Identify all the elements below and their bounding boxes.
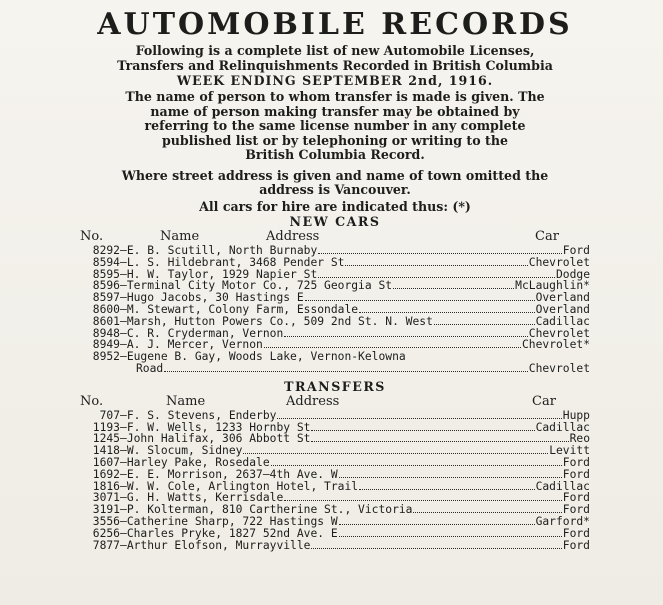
license-number: 1193 — [92, 420, 120, 434]
leader-dots — [284, 492, 562, 501]
dash-separator: — — [120, 467, 127, 481]
dash-separator: — — [120, 503, 127, 517]
dash-separator: — — [120, 350, 127, 364]
dash-separator: — — [120, 279, 127, 293]
leader-dots — [277, 410, 561, 419]
leader-dots — [434, 316, 535, 325]
leader-dots — [413, 504, 561, 513]
car-make: Cadillac — [535, 420, 590, 434]
list-item — [80, 528, 590, 540]
leader-dots — [345, 257, 527, 266]
car-make: Levitt — [549, 444, 590, 458]
dash-separator: — — [120, 420, 127, 434]
leader-dots — [393, 280, 514, 289]
note-line: name of person making transfer may be obtained by — [150, 103, 520, 119]
owner-address: Eugene B. Gay, Woods Lake, Vernon-Kelowna — [126, 350, 406, 364]
license-number: 1816 — [92, 479, 120, 493]
owner-address: G. H. Watts, Kerrisdale — [126, 491, 284, 505]
dash-separator: — — [120, 326, 127, 340]
car-make: Cadillac — [535, 314, 590, 328]
note-line: The name of person to whom transfer is made is given. The — [125, 89, 545, 104]
list-item — [80, 540, 590, 552]
col-address: Address — [266, 229, 320, 244]
col-no: No. — [80, 393, 104, 409]
car-make: Overland — [535, 302, 590, 316]
dash-separator: — — [120, 302, 127, 316]
dash-separator: — — [120, 291, 127, 305]
dash-separator: — — [120, 408, 127, 422]
car-make: Chevrolet* — [521, 338, 590, 352]
leader-dots — [311, 433, 568, 442]
car-make: Dodge — [555, 267, 590, 281]
license-number: 707 — [99, 408, 120, 422]
owner-address: F. S. Stevens, Enderby — [126, 408, 277, 422]
leader-dots — [318, 269, 555, 278]
leader-dots — [271, 457, 562, 466]
owner-address: F. W. Wells, 1233 Hornby St — [126, 420, 311, 434]
leader-dots — [164, 363, 528, 372]
article-title: AUTOMOBILE RECORDS — [97, 7, 573, 42]
leader-dots — [339, 469, 562, 478]
new-cars-heading: NEW CARS — [289, 214, 381, 229]
dash-separator: — — [120, 538, 127, 552]
leader-dots — [264, 339, 521, 348]
car-make: Cadillac — [535, 479, 590, 493]
car-make: Ford — [562, 503, 590, 517]
col-car: Car — [535, 229, 559, 244]
col-car: Car — [532, 393, 556, 409]
car-make: Ford — [562, 244, 590, 257]
owner-address: M. Stewart, Colony Farm, Essondale — [126, 302, 359, 316]
owner-address: Marsh, Hutton Powers Co., 509 2nd St. N. West — [126, 314, 433, 328]
owner-address: P. Kolterman, 810 Cartherine St., Victoria — [126, 503, 413, 517]
col-no: No. — [80, 229, 104, 244]
dash-separator: — — [120, 514, 127, 528]
col-name: Name — [160, 229, 200, 244]
leader-dots — [359, 304, 535, 313]
list-item — [80, 516, 590, 528]
license-number: 8600 — [92, 302, 120, 316]
leader-dots — [305, 292, 535, 301]
owner-address: L. S. Hildebrant, 3468 Pender St — [126, 255, 345, 269]
note-line: referring to the same license number in any complete — [144, 118, 526, 133]
car-make: Chevrolet — [528, 361, 590, 375]
list-item — [80, 457, 590, 469]
dash-separator: — — [120, 244, 127, 257]
list-item — [80, 410, 590, 422]
car-make: Ford — [562, 455, 590, 469]
dash-separator: — — [120, 255, 127, 269]
license-number: 8597 — [92, 291, 120, 305]
leader-dots — [359, 481, 535, 490]
intro-text — [80, 44, 590, 73]
col-address: Address — [286, 393, 340, 409]
license-number: 8601 — [92, 314, 120, 328]
owner-address: A. J. Mercer, Vernon — [126, 338, 263, 352]
car-make: Ford — [562, 467, 590, 481]
license-number: 3191 — [92, 503, 120, 517]
owner-address: W. W. Cole, Arlington Hotel, Trail — [126, 479, 359, 493]
owner-address: H. W. Taylor, 1929 Napier St — [126, 267, 318, 281]
dash-separator: — — [120, 314, 127, 328]
owner-address: John Halifax, 306 Abbott St — [126, 432, 311, 446]
license-number: 8595 — [92, 267, 120, 281]
week-ending: WEEK ENDING SEPTEMBER 2nd, 1916. — [176, 73, 494, 88]
leader-dots — [339, 516, 535, 525]
owner-address: Road — [136, 361, 164, 375]
leader-dots — [318, 245, 562, 254]
new-cars-list — [80, 245, 590, 375]
license-number: 1607 — [92, 455, 120, 469]
owner-address: Terminal City Motor Co., 725 Georgia St — [126, 279, 393, 293]
article — [80, 8, 590, 551]
owner-address: Catherine Sharp, 722 Hastings W — [126, 514, 338, 528]
license-number: 8952 — [92, 350, 120, 364]
list-item — [80, 316, 590, 328]
dash-separator: — — [120, 479, 127, 493]
transfers-heading: TRANSFERS — [284, 378, 386, 394]
dash-separator: — — [120, 444, 127, 458]
dash-separator: — — [120, 338, 127, 352]
car-make: Ford — [562, 491, 590, 505]
note-line: published list or by telephoning or writing to the — [161, 132, 509, 148]
transfer-note — [80, 90, 590, 163]
list-item-continuation — [80, 363, 590, 375]
leader-dots — [339, 528, 562, 537]
license-number: 6256 — [92, 526, 120, 540]
owner-address: Hugo Jacobs, 30 Hastings E — [126, 291, 304, 305]
license-number: 1692 — [92, 467, 120, 481]
owner-address: C. R. Cryderman, Vernon — [126, 326, 284, 340]
transfers-list — [80, 410, 590, 552]
car-make: Ford — [562, 538, 590, 552]
address-note-line: address is Vancouver. — [259, 182, 411, 197]
car-make: Garford* — [535, 514, 590, 528]
leader-dots — [311, 540, 561, 549]
leader-dots — [311, 422, 534, 431]
dash-separator: — — [120, 267, 127, 281]
list-item — [80, 304, 590, 316]
intro-line: Following is a complete list of new Automobile Licenses, — [135, 43, 535, 58]
owner-address: Arthur Elofson, Murrayville — [126, 538, 311, 552]
license-number: 1245 — [92, 432, 120, 446]
new-cars-column-headers — [80, 229, 590, 245]
note-line: British Columbia Record. — [245, 147, 425, 162]
owner-address: Harley Pake, Rosedale — [126, 455, 270, 469]
leader-dots — [243, 445, 548, 454]
owner-address: E. E. Morrison, 2637—4th Ave. W — [126, 467, 338, 481]
car-make: McLaughlin* — [515, 279, 590, 293]
list-item — [80, 257, 590, 269]
transfers-column-headers — [80, 394, 590, 410]
owner-address: Charles Pryke, 1827 52nd Ave. E — [126, 526, 338, 540]
owner-address: E. B. Scutill, North Burnaby — [126, 244, 318, 257]
car-make: Ford — [562, 526, 590, 540]
leader-dots — [284, 328, 528, 337]
license-number: 8292 — [92, 244, 120, 257]
owner-address: W. Slocum, Sidney — [126, 444, 243, 458]
intro-line: Transfers and Relinquishments Recorded in British Columbia — [117, 57, 553, 73]
dash-separator: — — [120, 432, 127, 446]
address-note-line: Where street address is given and name of town omitted the — [121, 167, 549, 183]
car-make: Chevrolet — [528, 255, 590, 269]
car-make: Overland — [535, 291, 590, 305]
list-item — [80, 469, 590, 481]
license-number: 8596 — [92, 279, 120, 293]
address-note — [80, 169, 590, 198]
license-number: 7877 — [92, 538, 120, 552]
license-number: 8948 — [92, 326, 120, 340]
car-make: Hupp — [562, 408, 590, 422]
car-make: Chevrolet — [528, 326, 590, 340]
license-number: 3071 — [92, 491, 120, 505]
hire-note: All cars for hire are indicated thus: (*) — [199, 198, 471, 214]
license-number: 8594 — [92, 255, 120, 269]
dash-separator: — — [120, 491, 127, 505]
license-number: 3556 — [92, 514, 120, 528]
dash-separator: — — [120, 526, 127, 540]
license-number: 8949 — [92, 338, 120, 352]
col-name: Name — [166, 393, 206, 409]
license-number: 1418 — [92, 444, 120, 458]
dash-separator: — — [120, 455, 127, 469]
car-make: Reo — [569, 432, 590, 446]
